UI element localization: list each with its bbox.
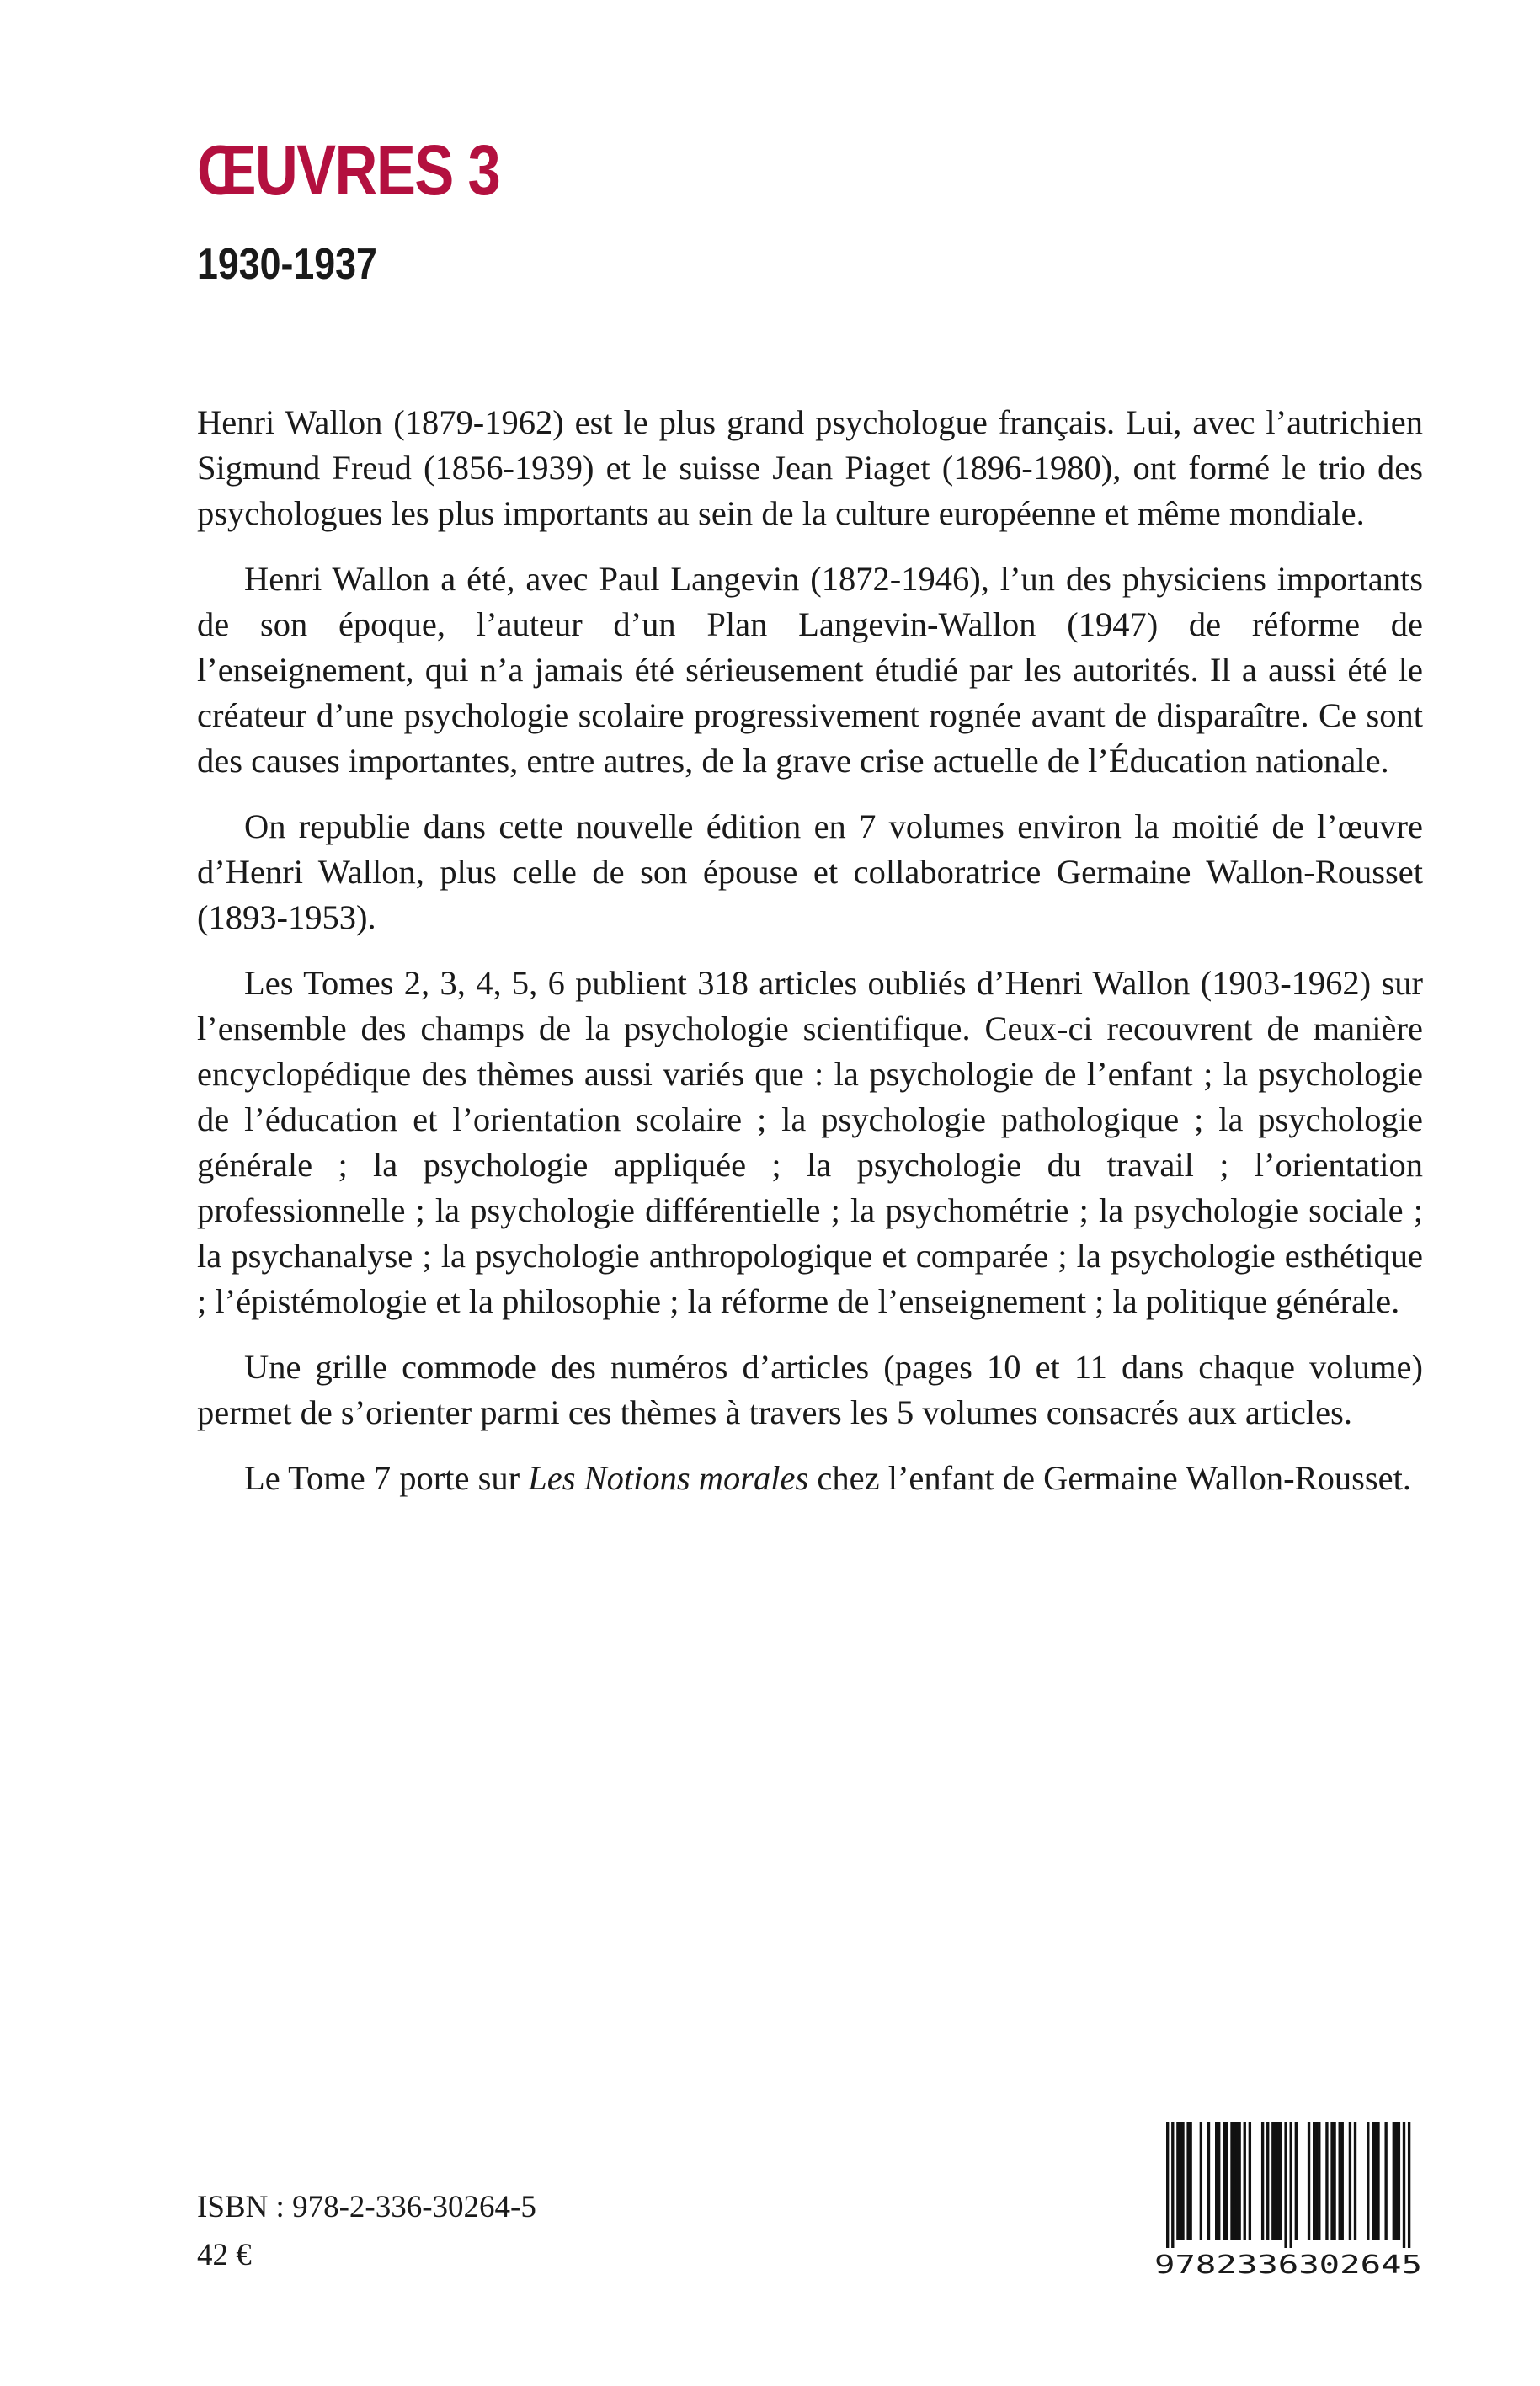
barcode-bar xyxy=(1276,2122,1279,2240)
barcode-bar xyxy=(1308,2122,1310,2240)
blurb-paragraph-1: Henri Wallon (1879-1962) est le plus grand psychologue français. Lui, avec l’autrichien Sigmund Freud (1856-1939) et le suisse Jean Piaget (1896-1980), ont formé le trio des psychologues les plus importants au sein de la culture européenne et même mondiale. xyxy=(197,403,1423,532)
barcode-bar xyxy=(1349,2122,1351,2240)
blurb-paragraph-2: Henri Wallon a été, avec Paul Langevin (1872-1946), l’un des physiciens importants de son époque, l’auteur d’un Plan Langevin-Wallon (1947) de réforme de l’enseignement, qui n’a jamais été sérieusement étudié par les autorités. Il a aussi été le créateur d’une psychologie scolaire progressivement rognée avant de disparaître. Ce sont des causes importantes, entre autres, de la grave crise actuelle de l’Éducation nationale. xyxy=(197,560,1423,780)
barcode-bar xyxy=(1341,2122,1344,2240)
barcode-bar xyxy=(1325,2122,1328,2240)
barcode-bar xyxy=(1333,2122,1335,2240)
barcode-bar xyxy=(1330,2122,1333,2240)
barcode-bar xyxy=(1181,2122,1184,2240)
barcode-bar xyxy=(1225,2122,1228,2240)
barcode-bar xyxy=(1284,2122,1287,2248)
barcode-bar xyxy=(1354,2122,1356,2240)
barcode-bar xyxy=(1408,2122,1410,2248)
barcode-bar xyxy=(1313,2122,1315,2240)
price-label: 42 € xyxy=(197,2238,252,2272)
barcode-bar xyxy=(1230,2122,1233,2240)
barcode-bar xyxy=(1244,2122,1246,2240)
barcode-bar xyxy=(1179,2122,1181,2240)
barcode-bar xyxy=(1261,2122,1264,2240)
barcode-bar xyxy=(1403,2122,1405,2248)
barcode-bar xyxy=(1395,2122,1398,2240)
barcode-bar xyxy=(1315,2122,1318,2240)
barcode xyxy=(1149,2118,1427,2278)
barcode-bar xyxy=(1218,2122,1220,2240)
barcode-bar xyxy=(1238,2122,1240,2240)
isbn-label: ISBN : 978-2-336-30264-5 xyxy=(197,2190,536,2224)
back-cover-blurb xyxy=(197,400,1423,1521)
blurb-paragraph-3: On republie dans cette nouvelle édition en 7 volumes environ la moitié de l’œuvre d’Henri Wallon, plus celle de son épouse et collaboratrice Germaine Wallon-Rousset (1893-1953). xyxy=(197,807,1423,936)
barcode-bar xyxy=(1186,2122,1189,2240)
barcode-bar xyxy=(1166,2122,1169,2248)
barcode-bar xyxy=(1271,2122,1274,2240)
blurb-paragraph-6-end: chez l’enfant de Germaine Wallon-Rousset. xyxy=(808,1459,1411,1497)
barcode-bar xyxy=(1176,2122,1179,2240)
barcode-bar xyxy=(1279,2122,1282,2240)
barcode-number: 9782336302645 xyxy=(1154,2250,1422,2278)
blurb-paragraph-6-start: Le Tome 7 porte sur xyxy=(244,1459,529,1497)
barcode-bar xyxy=(1367,2122,1369,2240)
barcode-bar xyxy=(1374,2122,1377,2240)
barcode-bar xyxy=(1223,2122,1225,2240)
blurb-paragraph-5: Une grille commode des numéros d’articles (pages 10 et 11 dans chaque volume) permet de s’orienter parmi ces thèmes à travers les 5 volumes consacrés aux articles. xyxy=(197,1348,1423,1431)
barcode-bar xyxy=(1377,2122,1379,2240)
book-reference-italic: Les Notions morales xyxy=(528,1459,809,1497)
barcode-bar xyxy=(1384,2122,1387,2240)
barcode-bar xyxy=(1339,2122,1341,2240)
blurb-paragraph-4: Les Tomes 2, 3, 4, 5, 6 publient 318 articles oubliés d’Henri Wallon (1903-1962) sur l’ensemble des champs de la psychologie scientifique. Ceux-ci recouvrent de manière encyclopédique des thèmes aussi variés que : la psychologie de l’enfant ; la psychologie de l’éducation et l’orientation scolaire ; la psychologie pathologique ; la psychologie générale ; la psychologie appliquée ; la psychologie du travail ; l’orientation professionnelle ; la psychologie différentielle ; la psychométrie ; la psychologie sociale ; la psychanalyse ; la psychologie anthropologique et comparée ; la psychologie esthétique ; l’épistémologie et la philosophie ; la réforme de l’enseignement ; la politique générale. xyxy=(197,964,1423,1320)
barcode-bar xyxy=(1393,2122,1395,2240)
barcode-bar xyxy=(1215,2122,1218,2240)
barcode-bar xyxy=(1318,2122,1320,2240)
barcode-bar xyxy=(1233,2122,1235,2240)
barcode-bar xyxy=(1398,2122,1400,2240)
book-title: ŒUVRES 3 xyxy=(197,130,500,210)
barcode-bar xyxy=(1189,2122,1191,2240)
barcode-bar xyxy=(1266,2122,1269,2240)
barcode-bar xyxy=(1295,2122,1298,2240)
barcode-bar xyxy=(1290,2122,1292,2248)
barcode-bar xyxy=(1249,2122,1251,2240)
barcode-bar xyxy=(1235,2122,1238,2240)
barcode-bar xyxy=(1171,2122,1174,2248)
barcode-bar xyxy=(1274,2122,1276,2240)
blurb-paragraph-6 xyxy=(197,1456,1423,1501)
barcode-bar xyxy=(1200,2122,1202,2240)
book-subtitle-years: 1930-1937 xyxy=(197,240,377,289)
barcode-bar xyxy=(1207,2122,1210,2240)
barcode-bar xyxy=(1372,2122,1374,2240)
